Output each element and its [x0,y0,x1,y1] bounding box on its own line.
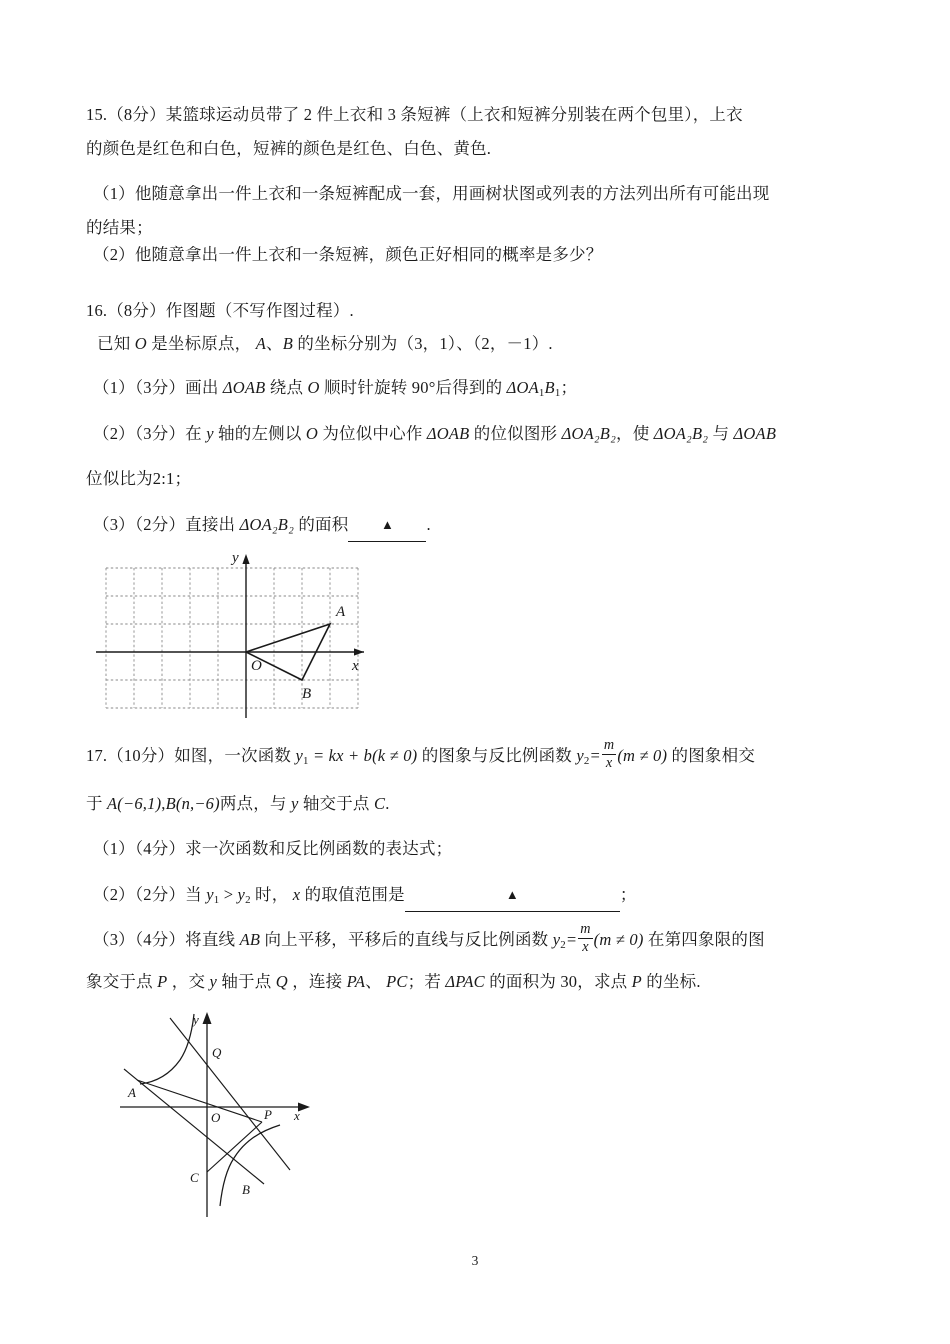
q17-p3-l2-b: ，交 [171,972,206,991]
q17-p3-l2-c: 轴于点 [221,972,272,991]
q17-p2-y2: $y_2$ [237,885,251,907]
q17-p2-y1: $y_1$ [206,885,220,907]
q17-p1-text: （1）（4分）求一次函数和反比例函数的表达式； [93,839,453,858]
q16-p3-c: . [426,515,431,534]
q17-p2-c: 的取值范围是 [304,885,405,904]
figure-q17-hyperbola-graph [112,1012,332,1224]
q17-p2-d: ； [619,885,637,904]
q16-p2-c: 为位似中心作 [322,424,423,443]
q17-p3-y: y [209,972,218,991]
line-QP-translated [170,1018,290,1170]
q17-p3-c: 在第四象限的图 [647,930,765,949]
q16-p2-e: ，使 [616,424,650,443]
origin-label-O: O [251,658,262,674]
q16-p1-label: （1）（3分）画出 [93,378,219,397]
q17-l1-c: 的图象相交 [671,746,756,765]
x-axis-arrow [298,1103,310,1112]
q16-p2-b: 轴的左侧以 [218,424,302,443]
fraction-denominator: x [582,939,589,956]
fraction-m-over-x-2 [578,922,592,955]
q16-p3-a: （3）（2分）直接出 [93,515,236,534]
q17-point-P: P [157,972,168,991]
q15-part2-text: （2）他随意拿出一件上衣和一条短裤，颜色正好相同的概率是多少？ [93,245,603,264]
q16-given-A: A [255,334,266,353]
q17-segment-PA: PA [346,972,366,991]
q16-given-sep: 、 [266,334,283,353]
q16-p2-ratio: 位似比为2:1； [86,469,192,488]
y-axis-arrow [203,1012,212,1024]
page-number-text: 3 [471,1253,479,1268]
q17-p2-a: （2）（2分）当 [93,885,202,904]
point-label-P: P [264,1107,272,1122]
q16-p1-end: ； [560,378,578,397]
point-label-A: A [336,604,346,620]
q17-part3-line2 [86,965,701,999]
q16-p2-tri3: ΔOA₂B₂ [653,424,709,443]
q15-part1-text: （1）他随意拿出一件上衣和一条短裤配成一套，用画树状图或列表的方法列出所有可能出现 [93,184,770,203]
q15-line1 [86,98,743,132]
q16-p2-tri4: ΔOAB [733,424,777,443]
point-label-A: A [128,1085,136,1100]
q16-p3-b: 的面积 [298,515,349,534]
q16-given-d: 的坐标分别为（3，1）、（2，－1）. [297,334,553,353]
q17-point-P2: P [631,972,642,991]
blank-triangle-marker: ▲ [505,887,519,902]
figure-q16-coordinate-grid [96,540,376,725]
q17-p2-b: 时， [255,885,289,904]
q16-given-a: 已知 [97,334,131,353]
q15-part1-cont: 的结果； [86,218,153,237]
q16-heading-text: 16.（8分）作图题（不写作图过程）. [86,301,354,320]
q16-p2-tri1: ΔOAB [426,424,470,443]
grid-lines [106,568,358,708]
q15-line1-text: 15.（8分）某篮球运动员带了 2 件上衣和 3 条短裤（上衣和短裤分别装在两个包里），上衣 [86,105,743,124]
q17-l1-a: 17.（10分）如图，一次函数 [86,746,292,765]
fraction-numerator: m [603,737,615,754]
q17-l2-d: . [385,794,390,813]
q16-given [97,327,553,361]
q17-p3-l2-g: 的面积为 30，求点 [489,972,628,991]
q16-p1-rot: 顺时针旋转 90°后得到的 [323,378,503,397]
q17-p3-l2-f: ；若 [407,972,442,991]
point-label-B: B [242,1182,250,1197]
fraction-m-over-x [602,738,616,771]
q17-p3-l2-e: 、 [365,972,382,991]
q17-line-AB: AB [239,930,261,949]
q17-point-B: B(n,−6) [165,794,220,813]
q17-y1: $y_1$ [295,746,309,768]
q16-p1-mid: 绕点 [269,378,304,397]
q16-part1 [93,371,577,410]
q17-point-A: A(−6,1) [107,794,162,813]
q17-p2-x: x [292,885,301,904]
fraction-denominator: x [605,755,613,772]
q16-p2-f: 与 [712,424,730,443]
point-label-C: C [190,1170,199,1185]
q16-part2-line2 [86,462,191,496]
q17-point-Q: Q [275,972,288,991]
q16-given-b: 是坐标原点， [151,334,252,353]
q17-p3-a: （3）（4分）将直线 [93,930,236,949]
q16-answer-blank[interactable] [348,511,426,542]
q16-p1-triangle: ΔOAB [222,378,266,397]
q17-part2 [93,878,637,917]
q15-line2 [86,132,491,166]
q15-part1-line1 [93,177,769,211]
q16-given-B: B [282,334,293,353]
page-number [0,1253,950,1269]
x-axis-label: x [352,658,359,674]
q15-part2 [93,238,602,272]
q17-m-cond: (m ≠ 0) [617,746,668,765]
line-AB [124,1069,264,1184]
q17-y2: $y_2$ [576,746,590,768]
q17-linear-eq: = kx + b(k ≠ 0) [312,746,418,765]
q17-l2-y: y [290,794,299,813]
q16-given-O: O [134,334,147,353]
q17-l1-b: 的图象与反比例函数 [421,746,573,765]
q17-point-C: C [373,794,386,813]
point-label-B: B [302,686,312,702]
q16-part2-line1 [93,417,776,451]
q16-p2-d: 的位似图形 [473,424,558,443]
x-axis-label: x [294,1108,300,1123]
q16-part3 [93,508,431,542]
q17-part3-line1 [93,922,765,963]
origin-label-O: O [211,1110,221,1125]
q17-segment-PC: PC [386,972,408,991]
q16-p1-O: O [307,378,320,397]
q16-p2-O: O [305,424,318,443]
hyperbola-branch-q2 [140,1014,194,1084]
q17-part1 [93,832,452,866]
q17-p3-b: 向上平移，平移后的直线与反比例函数 [264,930,549,949]
q16-p2-y: y [206,424,214,443]
y-axis-arrow [242,554,249,564]
q16-p1-triangle2: $\Delta OA_1B_1$ [506,378,561,400]
y-axis-label: y [193,1012,199,1027]
q17-p3-eq: = [565,930,578,949]
fraction-numerator: m [580,921,591,938]
q17-l2-a: 于 [86,794,103,813]
axes [96,560,364,718]
q17-line1 [86,738,755,779]
x-axis-arrow [354,648,364,655]
q17-p3-y2: $y_2$ [552,930,566,952]
q16-p3-tri: ΔOA₂B₂ [239,515,295,534]
q17-line2 [86,787,390,821]
y-axis-label: y [232,550,239,566]
point-label-Q: Q [212,1045,222,1060]
q17-answer-blank[interactable] [405,881,620,912]
q15-line2-text: 的颜色是红色和白色，短裤的颜色是红色、白色、黄色. [86,139,492,158]
q17-l2-comma: , [161,794,166,813]
blank-triangle-marker: ▲ [381,517,394,532]
q17-p3-l2-a: 象交于点 [86,972,153,991]
q17-p3-cond: (m ≠ 0) [593,930,644,949]
segment-AP [137,1080,262,1122]
q16-p2-a: （2）（3分）在 [93,424,202,443]
q17-gt-sign: > [223,885,234,904]
q17-p3-l2-d: ，连接 [292,972,343,991]
q17-eq-sign: = [589,746,601,765]
q17-l2-b: 两点，与 [219,794,287,813]
q17-triangle-PAC: ΔPAC [445,972,485,991]
segment-CP [207,1122,262,1172]
q17-p3-l2-h: 的坐标. [646,972,701,991]
q16-p2-tri2: ΔOA₂B₂ [561,424,617,443]
hyperbola-branch-q4 [220,1125,280,1206]
q17-l2-c: 轴交于点 [302,794,370,813]
q16-heading [86,294,354,328]
